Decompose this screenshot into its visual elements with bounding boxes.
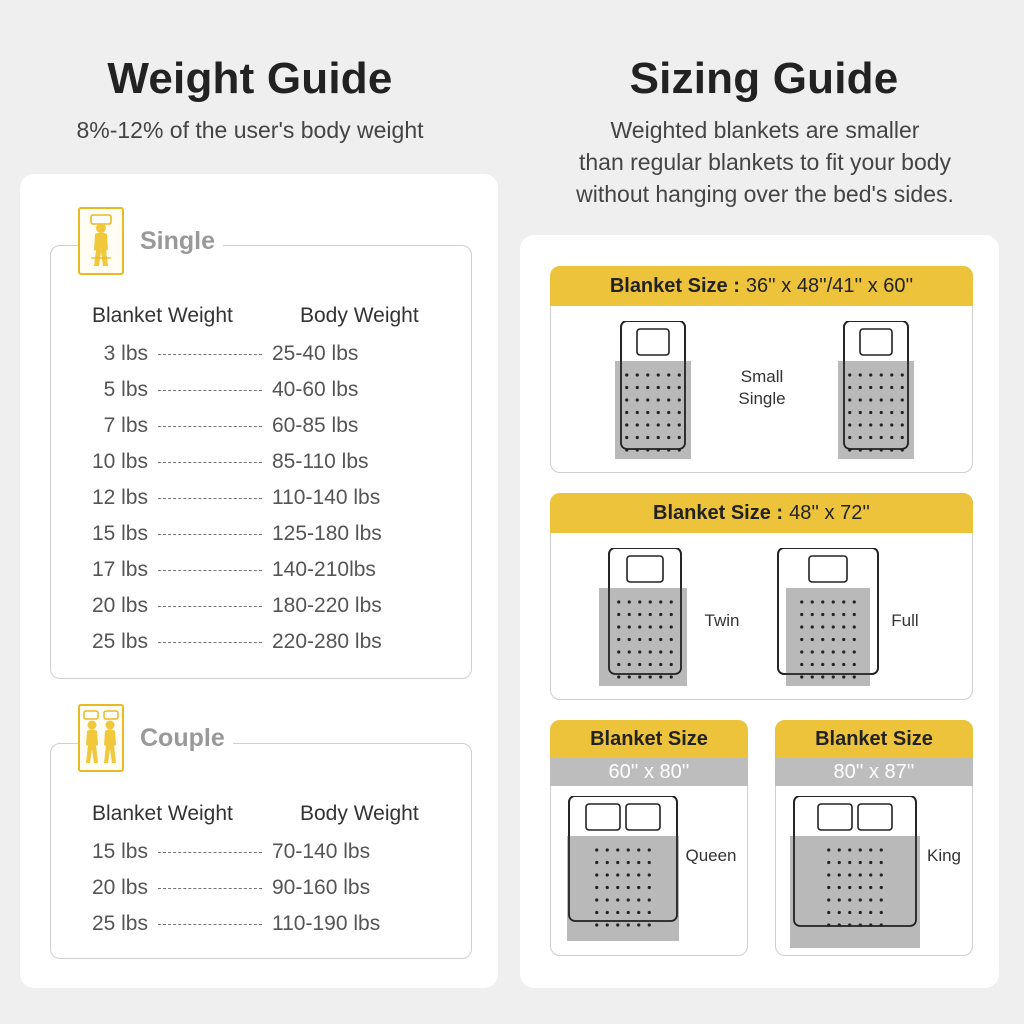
size-card-2-header-label: Blanket Size :	[653, 501, 784, 524]
blanket-weight-value: 17 lbs	[91, 558, 148, 581]
bed-icon	[567, 796, 679, 941]
bed-label-single: Single	[738, 389, 786, 408]
size-card-2-header-value: 48'' x 72''	[789, 501, 870, 524]
bed-label-queen: Queen	[685, 846, 737, 865]
couple-col-blanket: Blanket Weight	[92, 802, 233, 825]
blanket-weight-value: 3 lbs	[103, 342, 148, 365]
bed-icon	[838, 321, 914, 459]
blanket-weight-value: 12 lbs	[91, 486, 148, 509]
size-card-3-size: 60'' x 80''	[550, 758, 748, 786]
single-col-body: Body Weight	[300, 304, 419, 327]
bed-label-king: King	[926, 846, 962, 865]
body-weight-value: 90-160 lbs	[272, 876, 371, 899]
blanket-weight-value: 25 lbs	[91, 912, 148, 935]
weight-guide-title: Weight Guide	[107, 54, 393, 103]
size-card-4-size: 80'' x 87''	[775, 758, 973, 786]
blanket-weight-value: 20 lbs	[91, 876, 148, 899]
dash-leader	[158, 642, 262, 643]
bed-icon	[599, 548, 691, 686]
single-row	[62, 450, 422, 474]
dash-leader	[158, 390, 262, 391]
single-group-header	[78, 207, 223, 275]
couple-row	[62, 876, 422, 900]
single-group-label: Single	[140, 226, 216, 255]
body-weight-value: 25-40 lbs	[272, 342, 359, 365]
dash-leader	[158, 498, 262, 499]
body-weight-value: 85-110 lbs	[272, 450, 369, 473]
blanket-weight-value: 20 lbs	[91, 594, 148, 617]
size-card-4-header: Blanket Size	[775, 720, 973, 758]
dash-leader	[158, 570, 262, 571]
single-row	[62, 414, 422, 438]
bed-label-full: Full	[891, 611, 919, 630]
sizing-subtitle-line-1: Weighted blankets are smaller	[610, 117, 920, 143]
single-row	[62, 378, 422, 402]
body-weight-value: 180-220 lbs	[272, 594, 382, 617]
blanket-weight-value: 5 lbs	[103, 378, 148, 401]
single-row	[62, 522, 422, 546]
body-weight-value: 220-280 lbs	[272, 630, 382, 653]
bed-icon	[615, 321, 691, 459]
couple-row	[62, 912, 422, 936]
body-weight-value: 70-140 lbs	[272, 840, 371, 863]
sizing-guide-subtitle	[520, 114, 1010, 210]
single-row	[62, 486, 422, 510]
single-sleeper-icon	[78, 207, 124, 275]
couple-group-label: Couple	[140, 723, 225, 752]
dash-leader	[158, 354, 262, 355]
body-weight-value: 60-85 lbs	[272, 414, 359, 437]
dash-leader	[158, 852, 262, 853]
bed-label-twin: Twin	[704, 611, 740, 630]
bed-label-small: Small	[740, 367, 784, 386]
single-row	[62, 594, 422, 618]
dash-leader	[158, 426, 262, 427]
single-row	[62, 630, 422, 654]
body-weight-value: 140-210lbs	[272, 558, 376, 581]
weight-guide-subtitle: 8%-12% of the user's body weight	[76, 117, 424, 143]
size-card-3-header: Blanket Size	[550, 720, 748, 758]
single-row	[62, 342, 422, 366]
sizing-subtitle-line-3: without hanging over the bed's sides.	[576, 181, 954, 207]
size-card-1-header-value: 36'' x 48''/41'' x 60''	[745, 274, 914, 297]
body-weight-value: 110-190 lbs	[272, 912, 381, 935]
couple-group-header	[78, 704, 233, 772]
blanket-weight-value: 25 lbs	[91, 630, 148, 653]
bed-icon	[790, 796, 920, 948]
blanket-weight-value: 15 lbs	[91, 522, 148, 545]
dash-leader	[158, 606, 262, 607]
couple-col-body: Body Weight	[300, 802, 419, 825]
dash-leader	[158, 888, 262, 889]
sizing-guide-title: Sizing Guide	[629, 54, 899, 103]
size-card-1-header-label: Blanket Size :	[609, 274, 740, 297]
bed-label-small-single	[712, 366, 812, 410]
single-col-blanket: Blanket Weight	[92, 304, 233, 327]
blanket-weight-value: 7 lbs	[103, 414, 148, 437]
couple-row	[62, 840, 422, 864]
sizing-subtitle-line-2: than regular blankets to fit your body	[578, 149, 952, 175]
body-weight-value: 40-60 lbs	[272, 378, 359, 401]
size-card-2-header	[550, 493, 973, 533]
body-weight-value: 110-140 lbs	[272, 486, 381, 509]
dash-leader	[158, 534, 262, 535]
blanket-weight-value: 15 lbs	[91, 840, 148, 863]
dash-leader	[158, 462, 262, 463]
body-weight-value: 125-180 lbs	[272, 522, 382, 545]
single-row	[62, 558, 422, 582]
bed-icon	[776, 548, 880, 686]
dash-leader	[158, 924, 262, 925]
blanket-weight-value: 10 lbs	[91, 450, 148, 473]
couple-sleeper-icon	[78, 704, 124, 772]
size-card-1-header	[550, 266, 973, 306]
